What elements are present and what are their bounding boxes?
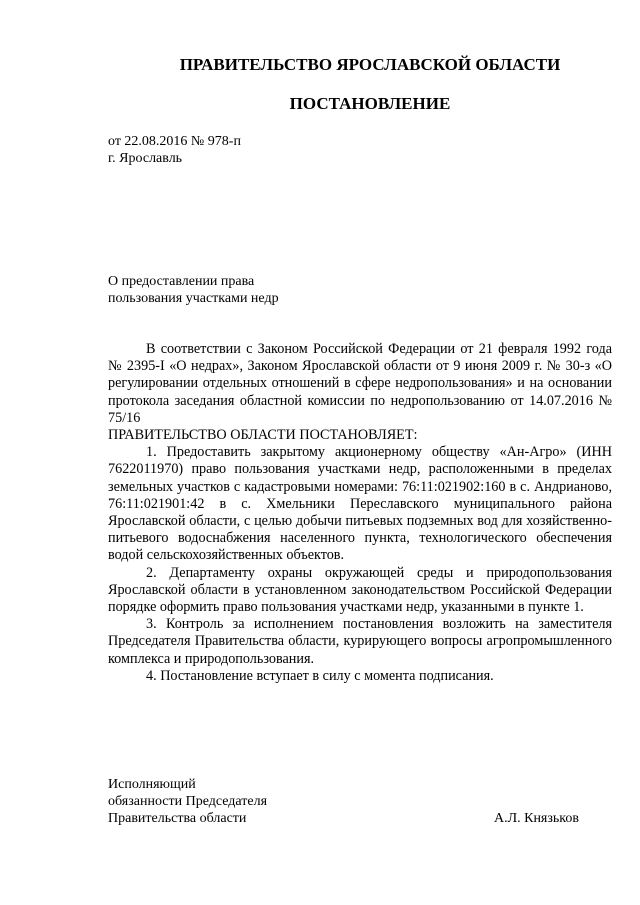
signature-title-line-1: Исполняющий xyxy=(108,777,196,792)
document-body xyxy=(108,341,612,685)
item-2-paragraph: 2. Департаменту охраны окружающей среды и природопользования Ярославской области в установленном законодательством Российской Федерации порядке оформить право пользования участками недр, указанными в пункте 1. xyxy=(108,564,612,616)
date-number: от 22.08.2016 № 978-п xyxy=(108,134,241,149)
preamble-paragraph: В соответствии с Законом Российской Федерации от 21 февраля 1992 года № 2395-I «О недрах», Законом Ярославской области от 9 июня 2009 г. № 30-з «О регулировании отдельных отношений в сфере недропользования» и на основании протокола заседания областной комиссии по недропользованию от 14.07.2016 № 75/16 xyxy=(108,341,612,426)
signature-title-line-3: Правительства области xyxy=(108,811,247,826)
signature-title-line-2: обязанности Председателя xyxy=(108,794,268,809)
signer-name: А.Л. Князьков xyxy=(494,811,579,826)
decree-line: ПРАВИТЕЛЬСТВО ОБЛАСТИ ПОСТАНОВЛЯЕТ: xyxy=(108,427,418,444)
item-1-paragraph: 1. Предоставить закрытому акционерному обществу «Ан-Агро» (ИНН 7622011970) право пользования участками недр, расположенными в пределах земельных участков с кадастровыми номерами: 76:11:021902:160 в с. Андрианово, 76:11:021901:42 в с. Хмельники Переславского муниципального района Ярославской области, с целью добычи питьевых подземных вод для хозяйственно-питьевого водоснабжения населенного пункта, технологического обеспечения водой сельскохозяйственных объектов. xyxy=(108,444,612,564)
organization-title: ПРАВИТЕЛЬСТВО ЯРОСЛАВСКОЙ ОБЛАСТИ xyxy=(179,55,561,74)
document-type-title: ПОСТАНОВЛЕНИЕ xyxy=(289,94,451,113)
subject-line-1: О предоставлении права xyxy=(108,274,255,289)
city: г. Ярославль xyxy=(108,151,183,166)
item-3-paragraph: 3. Контроль за исполнением постановления возложить на заместителя Председателя Правительства области, курирующего вопросы агропромышленного комплекса и природопользования. xyxy=(108,616,612,667)
subject-line-2: пользования участками недр xyxy=(108,291,279,306)
item-4-paragraph: 4. Постановление вступает в силу с момента подписания. xyxy=(146,667,494,684)
